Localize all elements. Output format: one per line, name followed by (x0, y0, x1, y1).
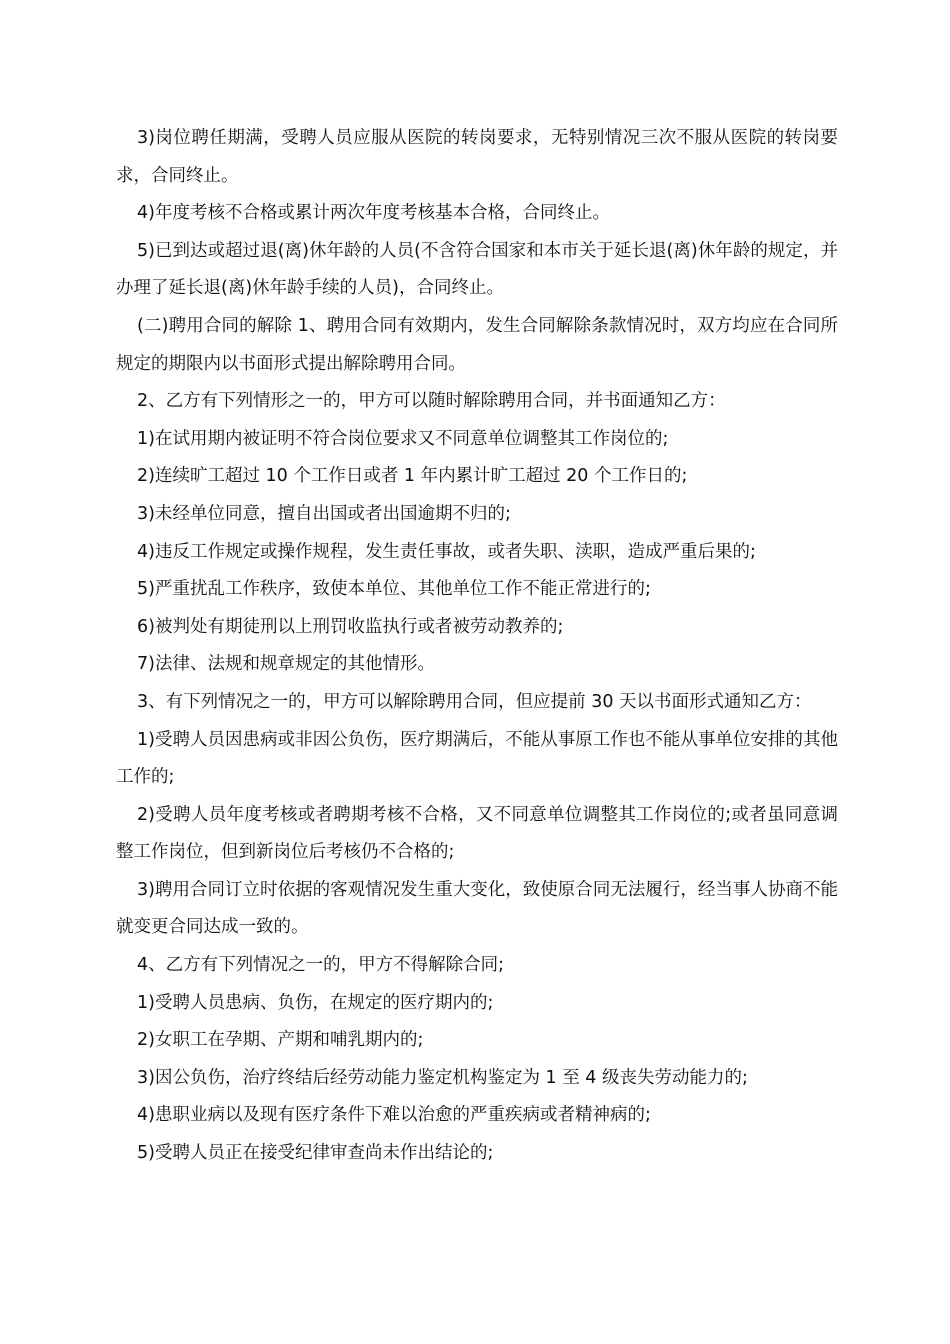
paragraph: 1)在试用期内被证明不符合岗位要求又不同意单位调整其工作岗位的; (137, 428, 669, 449)
document-body (116, 120, 838, 1173)
paragraph: 2)女职工在孕期、产期和哺乳期内的; (137, 1030, 424, 1051)
paragraph: 7)法律、法规和规章规定的其他情形。 (137, 654, 435, 675)
paragraph: 4)违反工作规定或操作规程，发生责任事故，或者失职、渎职，造成严重后果的; (137, 541, 756, 562)
paragraph: 5)受聘人员正在接受纪律审查尚未作出结论的; (137, 1143, 494, 1164)
paragraph: 6)被判处有期徒刑以上刑罚收监执行或者被劳动教养的; (137, 616, 564, 637)
paragraph: 3)因公负伤，治疗终结后经劳动能力鉴定机构鉴定为 1 至 4 级丧失劳动能力的; (137, 1067, 748, 1088)
paragraph: (二)聘用合同的解除 1、聘用合同有效期内，发生合同解除条款情况时，双方均应在合同所规定的期限内以书面形式提出解除聘用合同。 (116, 315, 838, 374)
paragraph: 2、乙方有下列情形之一的，甲方可以随时解除聘用合同，并书面通知乙方： (137, 391, 726, 412)
paragraph: 3)岗位聘任期满，受聘人员应服从医院的转岗要求，无特别情况三次不服从医院的转岗要求，合同终止。 (116, 128, 838, 186)
paragraph: 3、有下列情况之一的，甲方可以解除聘用合同，但应提前 30 天以书面形式通知乙方： (137, 691, 812, 712)
paragraph: 4、乙方有下列情况之一的，甲方不得解除合同; (137, 955, 505, 976)
paragraph: 4)年度考核不合格或累计两次年度考核基本合格，合同终止。 (137, 203, 610, 224)
paragraph: 1)受聘人员因患病或非因公负伤，医疗期满后，不能从事原工作也不能从事单位安排的其他工作的; (116, 729, 838, 788)
paragraph: 4)患职业病以及现有医疗条件下难以治愈的严重疾病或者精神病的; (137, 1105, 651, 1126)
paragraph: 2)连续旷工超过 10 个工作日或者 1 年内累计旷工超过 20 个工作日的; (137, 466, 688, 487)
paragraph: 5)已到达或超过退(离)休年龄的人员(不含符合国家和本市关于延长退(离)休年龄的规定，并办理了延长退(离)休年龄手续的人员)，合同终止。 (116, 240, 838, 299)
paragraph: 5)严重扰乱工作秩序，致使本单位、其他单位工作不能正常进行的; (137, 579, 651, 600)
paragraph: 3)聘用合同订立时依据的客观情况发生重大变化，致使原合同无法履行，经当事人协商不能就变更合同达成一致的。 (116, 879, 838, 938)
paragraph: 2)受聘人员年度考核或者聘期考核不合格，又不同意单位调整其工作岗位的;或者虽同意调整工作岗位，但到新岗位后考核仍不合格的; (116, 804, 838, 863)
paragraph: 3)未经单位同意，擅自出国或者出国逾期不归的; (137, 503, 511, 524)
paragraph: 1)受聘人员患病、负伤，在规定的医疗期内的; (137, 992, 494, 1013)
